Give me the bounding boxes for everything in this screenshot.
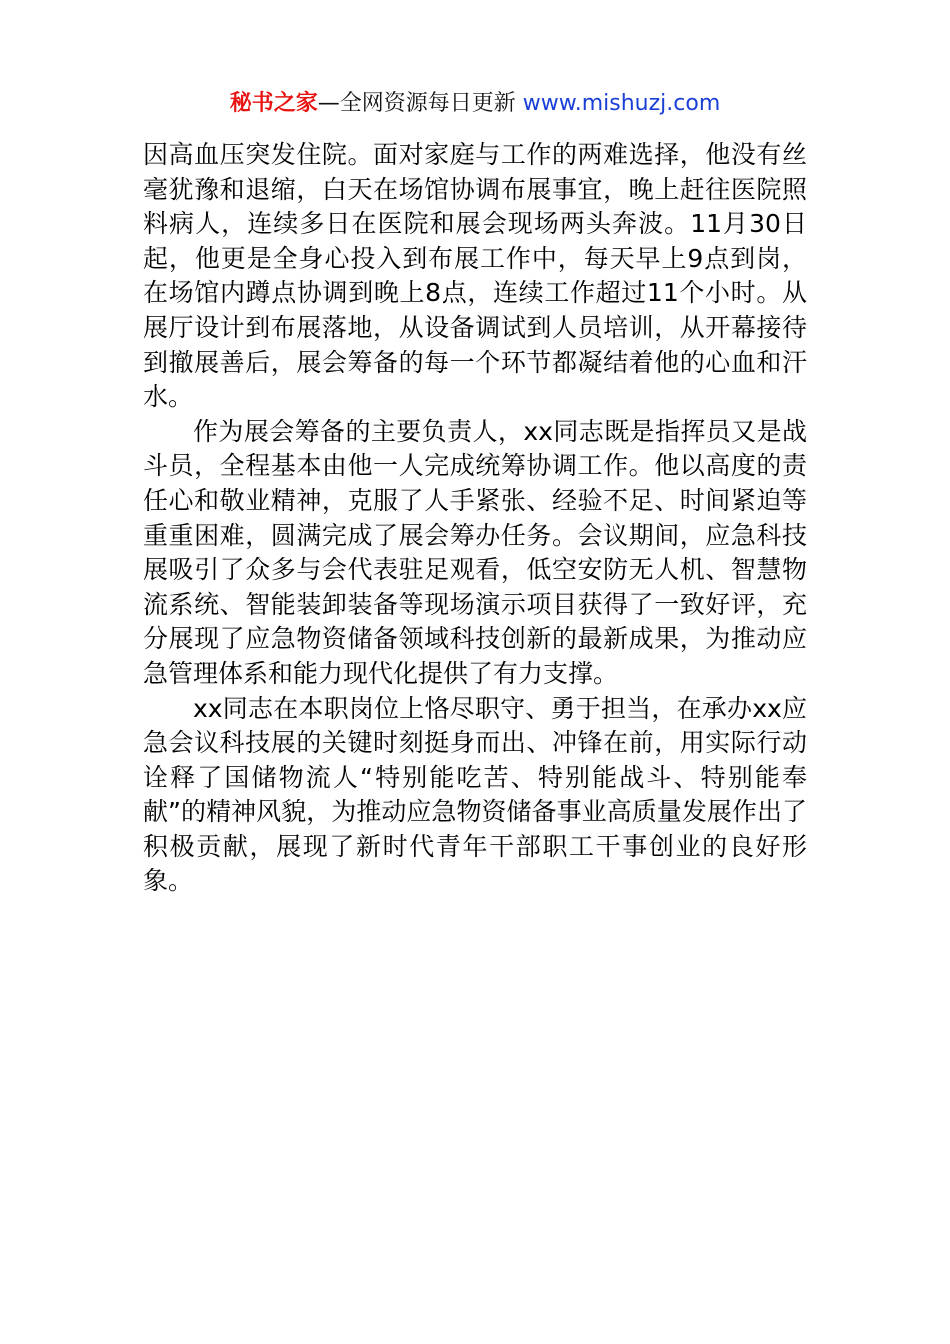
header-slogan: —全网资源每日更新 [317,91,516,116]
document-body [143,138,807,899]
page-header [0,88,950,120]
paragraph: 作为展会筹备的主要负责人，xx同志既是指挥员又是战斗员，全程基本由他一人完成统筹协调工作。他以高度的责任心和敬业精神，克服了人手紧张、经验不足、时间紧迫等重重困难，圆满完成了展会筹办任务。会议期间，应急科技展吸引了众多与会代表驻足观看，低空安防无人机、智慧物流系统、智能装卸装备等现场演示项目获得了一致好评，充分展现了应急物资储备领域科技创新的最新成果，为推动应急管理体系和能力现代化提供了有力支撑。 [143,416,807,688]
brand-name: 秘书之家 [229,91,318,116]
paragraph: xx同志在本职岗位上恪尽职守、勇于担当，在承办xx应急会议科技展的关键时刻挺身而出、冲锋在前，用实际行动诠释了国储物流人“特别能吃苦、特别能战斗、特别能奉献”的精神风貌，为推动应急物资储备事业高质量发展作出了积极贡献，展现了新时代青年干部职工干事创业的良好形象。 [143,693,807,896]
paragraph-continued: 因高血压突发住院。面对家庭与工作的两难选择，他没有丝毫犹豫和退缩，白天在场馆协调布展事宜，晚上赶往医院照料病人，连续多日在医院和展会现场两头奔波。11月30日起，他更是全身心投入到布展工作中，每天早上9点到岗，在场馆内蹲点协调到晚上8点，连续工作超过11个小时。从展厅设计到布展落地，从设备调试到人员培训，从开幕接待到撤展善后，展会筹备的每一个环节都凝结着他的心血和汗水。 [143,140,807,412]
website-link[interactable]: www.mishuzj.com [522,91,721,116]
